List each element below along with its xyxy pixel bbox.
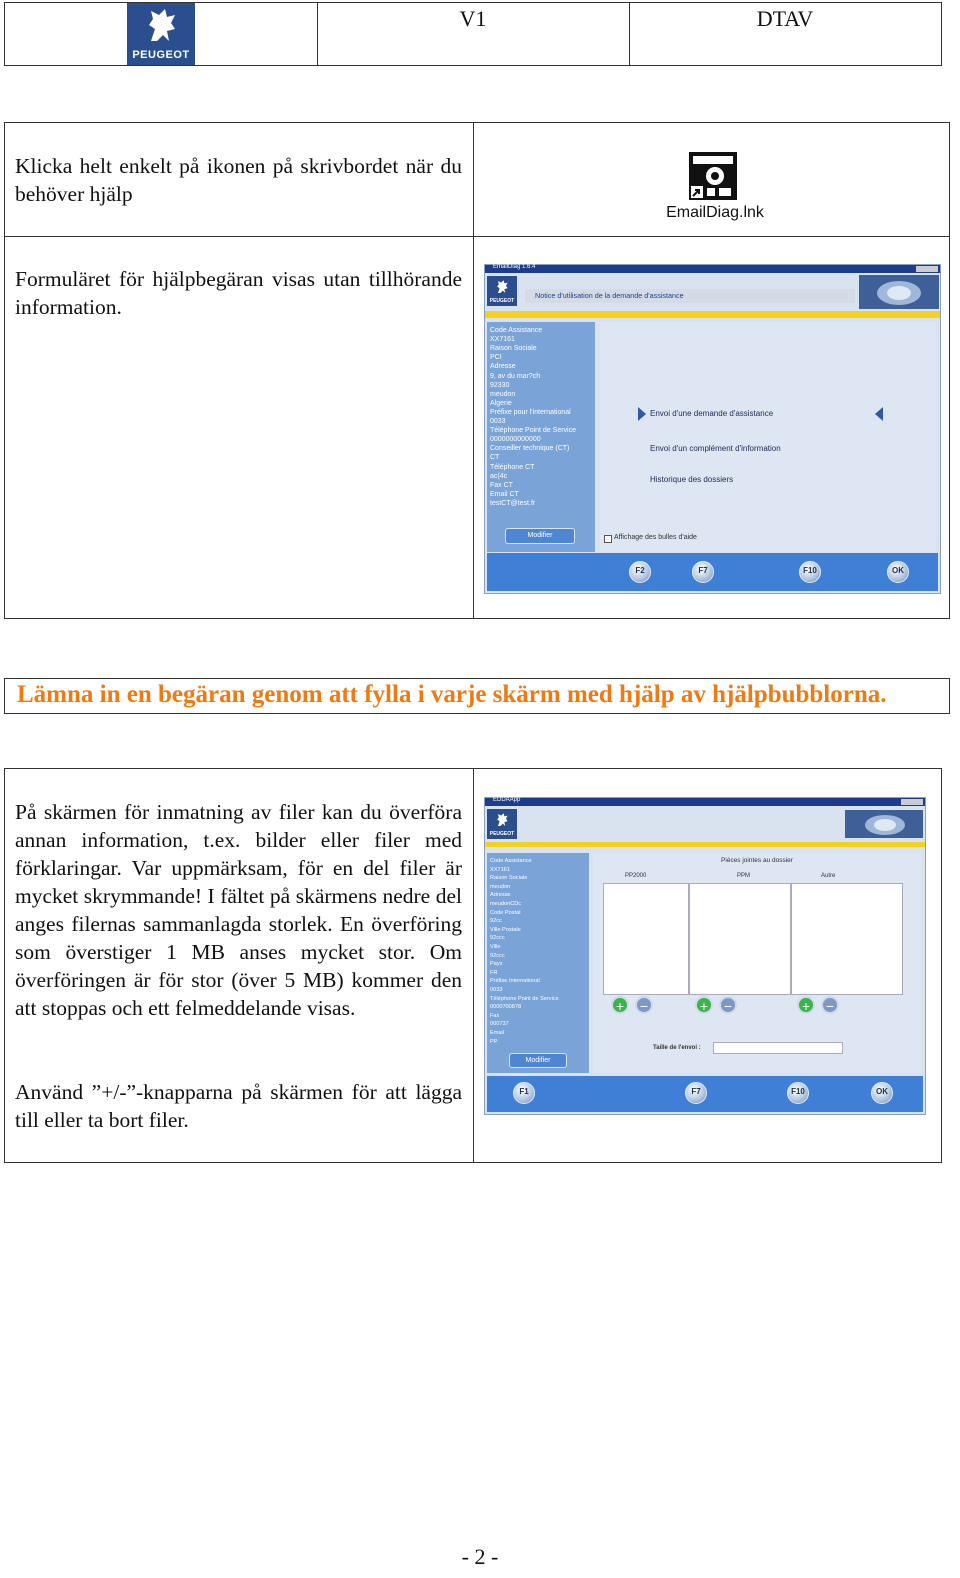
remove-file-button-ppm[interactable]: − (719, 996, 737, 1014)
customer-info-line: XX7161 (490, 866, 510, 873)
customer-info-line: Adresse (490, 892, 511, 899)
customer-info-line: 92ccc (490, 935, 505, 942)
customer-info-line: 92cc (490, 918, 502, 925)
customer-info-panel (487, 853, 589, 1073)
customer-info-line: Téléphone CT (490, 463, 535, 471)
customer-info-line: Téléphone Point de Service (490, 995, 559, 1002)
f10-button[interactable]: F10 (787, 1082, 809, 1104)
customer-info-line: FR (490, 969, 498, 976)
customer-info-line: Téléphone Point de Service (490, 427, 576, 435)
lion-icon (141, 7, 181, 45)
instruction-heading: Lämna in en begäran genom att fylla i varje skärm med hjälp av hjälpbubblorna. (17, 681, 887, 708)
customer-info-line: PP (490, 1038, 498, 1045)
customer-info-line: Adresse (490, 363, 516, 371)
page-header (4, 2, 942, 66)
instruction-plus-minus: Använd ”+/-”-knapparna på skärmen för att lägga till eller ta bort filer. (15, 1080, 462, 1132)
column-header-ppm: PPM (737, 873, 751, 879)
header-department-cell (629, 3, 941, 65)
instruction-heading-box (4, 678, 950, 714)
column-divider (473, 123, 474, 618)
f7-button[interactable]: F7 (692, 561, 714, 583)
notice-text: Notice d'utilisation de la demande d'assistance (535, 291, 684, 300)
remove-file-button-pp2000[interactable]: − (635, 996, 653, 1014)
add-file-button-ppm[interactable]: + (695, 996, 713, 1014)
column-header-other: Autre (821, 873, 836, 879)
file-list-pp2000[interactable] (603, 883, 689, 995)
instruction-attachments: På skärmen för inmatning av filer kan du överföra annan information, t.ex. bilder eller filer med förklaringar. Var uppmärksam, för en del filer är mycket skrymmande! I fältet på skärmens nedre del anges filernas sammanlagda storlek. En överföring som överstiger 1 MB anses mycket stor. Om överföringen är för stor (över 5 MB) kommer den att stoppas och ett felmeddelande visas. (15, 800, 462, 1020)
help-bubbles-checkbox[interactable] (604, 535, 612, 543)
peugeot-logo (127, 3, 195, 65)
customer-info-line: 000737 (490, 1021, 509, 1028)
version-text: V1 (459, 6, 487, 31)
instructions-table-1 (4, 122, 950, 619)
app-logo-text: PEUGEOT (489, 298, 515, 304)
department-text: DTAV (756, 6, 814, 31)
customer-info-line: Fax (490, 1012, 500, 1019)
app-footer-toolbar (487, 1076, 923, 1112)
customer-info-line: Préfixe pour l'international (490, 408, 571, 416)
window-title: EmailDiag 1.6.4 (493, 264, 536, 270)
customer-info-line: 0000000000000 (490, 436, 541, 444)
ok-button[interactable]: OK (871, 1082, 893, 1104)
row-divider (5, 236, 949, 237)
header-version-cell (317, 3, 630, 65)
customer-info-line: CT (490, 454, 500, 462)
column-header-pp2000: PP2000 (625, 873, 647, 879)
app-logo (487, 276, 517, 306)
instructions-table-2 (4, 768, 942, 1163)
window-controls[interactable] (901, 799, 923, 805)
customer-info-line: 9, av du mar?ch (490, 372, 541, 380)
transfer-size-field (713, 1042, 843, 1054)
f1-button[interactable]: F1 (513, 1082, 535, 1104)
file-list-ppm[interactable] (689, 883, 791, 995)
customer-info-line: Code Postal (490, 909, 521, 916)
transfer-size-label: Taille de l'envoi : (653, 1045, 701, 1051)
page-number: - 2 - (461, 1544, 499, 1569)
app-logo (487, 809, 517, 839)
emaildiag-shortcut-icon[interactable] (687, 150, 739, 202)
customer-info-line: 92330 (490, 381, 510, 389)
column-divider (473, 769, 474, 1162)
remove-file-button-other[interactable]: − (821, 996, 839, 1014)
customer-info-line: Fax CT (490, 481, 513, 489)
menu-panel (600, 322, 936, 552)
logo-text: PEUGEOT (132, 49, 190, 61)
attachments-screenshot (484, 797, 926, 1115)
customer-info-line: Raison Sociale (490, 875, 528, 882)
customer-info-line: Email CT (490, 490, 519, 498)
yellow-divider (485, 842, 925, 847)
modify-button[interactable]: Modifier (505, 528, 575, 544)
menu-item-history[interactable]: Historique des dossiers (650, 475, 734, 484)
customer-info-line: 0033 (490, 418, 506, 425)
menu-item-supplement[interactable]: Envoi d'un complément d'information (650, 444, 781, 453)
add-file-button-other[interactable]: + (797, 996, 815, 1014)
customer-info-line: Email (490, 1030, 504, 1036)
f10-button[interactable]: F10 (799, 561, 821, 583)
customer-info-line: Code Assistance (490, 858, 532, 864)
menu-item-new-request[interactable]: Envoi d'une demande d'assistance (650, 409, 774, 418)
customer-info-line: Ville Postale (490, 926, 521, 933)
window-title: EDDAApp (493, 797, 521, 803)
shortcut-label: EmailDiag.lnk (666, 204, 764, 221)
add-file-button-pp2000[interactable]: + (611, 996, 629, 1014)
customer-info-line: meudon (490, 883, 511, 890)
customer-info-line: meudonCDc (490, 901, 522, 907)
header-logo-cell (5, 3, 318, 65)
customer-info-line: Raison Sociale (490, 345, 537, 353)
customer-info-line: Conseiller technique (CT) (490, 445, 570, 453)
decorative-car-icon (845, 810, 923, 838)
customer-info-line: XX7161 (490, 336, 515, 344)
app-logo-text: PEUGEOT (489, 831, 515, 837)
notice-bar (525, 289, 855, 303)
customer-info-line: 92ccc (490, 952, 505, 959)
arrow-right-icon (638, 407, 646, 421)
customer-info-line: 0033 (490, 987, 503, 993)
customer-info-line: Ville (490, 944, 501, 950)
customer-info-line: meudon (490, 390, 516, 398)
lion-icon (494, 812, 510, 828)
customer-info-line: Algerie (490, 399, 512, 407)
customer-info-line: 0000700878 (490, 1004, 522, 1011)
yellow-divider (485, 311, 940, 318)
attachments-panel (593, 853, 921, 1073)
ok-button[interactable]: OK (887, 561, 909, 583)
emaildiag-main-screenshot (484, 264, 941, 594)
modify-button[interactable]: Modifier (509, 1053, 567, 1068)
help-bubbles-label: Affichage des bulles d'aide (614, 534, 697, 541)
f7-button[interactable]: F7 (685, 1082, 707, 1104)
customer-info-line: ac(4c (490, 472, 508, 480)
customer-info-line: Code Assistance (490, 327, 543, 334)
instruction-form-shown: Formuläret för hjälpbegäran visas utan tillhörande information. (15, 267, 462, 319)
customer-info-line: Préfixe International (490, 978, 540, 985)
window-titlebar (485, 798, 925, 806)
app-footer-toolbar (487, 553, 938, 591)
arrow-left-icon (875, 407, 883, 421)
customer-info-panel (487, 322, 595, 552)
f2-button[interactable]: F2 (629, 561, 651, 583)
instruction-desktop-icon: Klicka helt enkelt på ikonen på skrivbordet när du behöver hjälp (15, 154, 462, 206)
window-controls[interactable] (916, 266, 938, 272)
decorative-car-icon (859, 275, 939, 309)
customer-info-line: Pays (490, 961, 503, 968)
customer-info-line: testCT@test.fr (490, 499, 536, 507)
window-titlebar (485, 265, 940, 273)
file-list-other[interactable] (791, 883, 903, 995)
customer-info-line: PCI (490, 354, 502, 362)
attachments-title: Pièces jointes au dossier (721, 857, 793, 864)
lion-icon (494, 279, 510, 295)
